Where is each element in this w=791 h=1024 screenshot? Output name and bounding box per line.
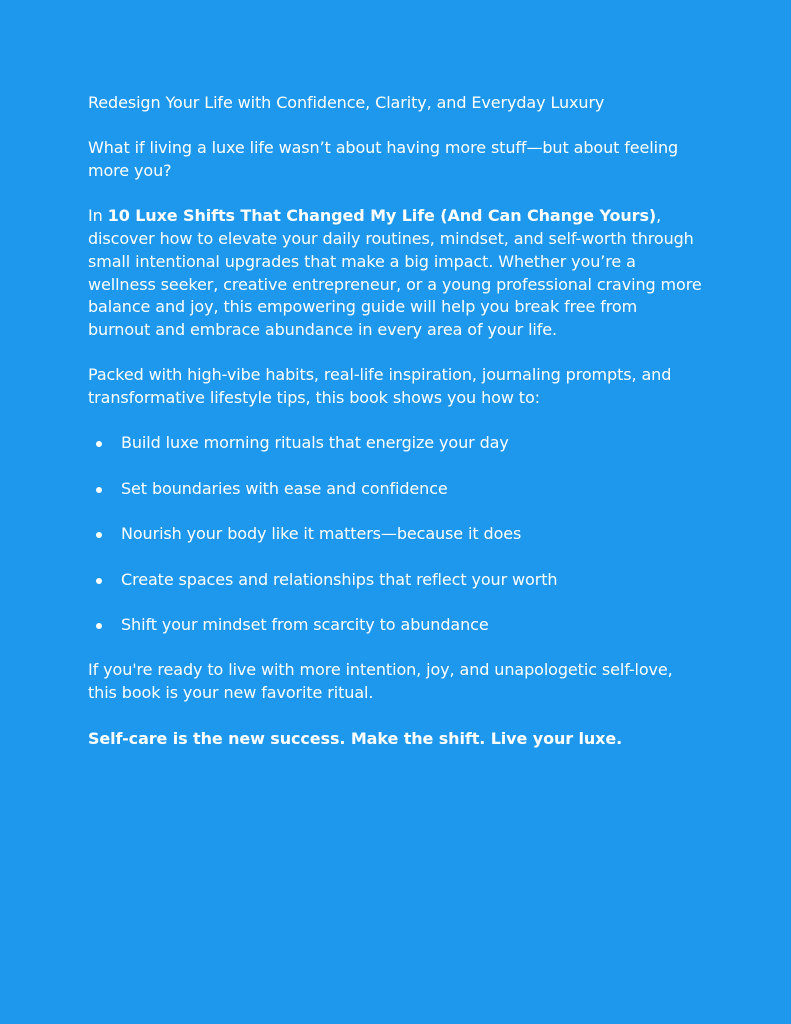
packed-paragraph: Packed with high-vibe habits, real-life inspiration, journaling prompts, and transformative lifestyle tips, this book shows you how to:	[88, 365, 672, 408]
bullet-dot-icon	[96, 487, 102, 493]
bullet-dot-icon	[96, 532, 102, 538]
opening-question: What if living a luxe life wasn’t about having more stuff—but about feeling more you?	[88, 138, 679, 181]
ready-paragraph: If you're ready to live with more intention, joy, and unapologetic self-love, this book is your new favorite ritual.	[88, 660, 673, 703]
list-item-text: Nourish your body like it matters—because it does	[121, 524, 522, 544]
intro-paragraph	[88, 205, 702, 341]
list-item	[88, 478, 702, 501]
list-item	[88, 432, 702, 455]
intro-prefix: In	[88, 206, 108, 226]
intro-rest: , discover how to elevate your daily routines, mindset, and self-worth through small intentional upgrades that make a big impact. Whether you’re a wellness seeker, creative entrepreneur, or a young professional craving more balance and joy, this empowering guide will help you break free from burnout and embrace abundance in every area of your life.	[88, 206, 702, 339]
list-item-text: Set boundaries with ease and confidence	[121, 478, 448, 498]
bullet-dot-icon	[96, 578, 102, 584]
subtitle: Redesign Your Life with Confidence, Clarity, and Everyday Luxury	[88, 93, 605, 112]
list-item	[88, 569, 702, 592]
list-item-text: Shift your mindset from scarcity to abundance	[121, 615, 489, 635]
list-item	[88, 614, 702, 637]
list-item-text: Build luxe morning rituals that energize your day	[121, 433, 509, 453]
list-item	[88, 523, 702, 546]
bullet-dot-icon	[96, 623, 102, 629]
benefits-list	[88, 432, 702, 636]
closing-tagline: Self-care is the new success. Make the shift. Live your luxe.	[88, 728, 623, 748]
book-description	[88, 92, 702, 773]
book-title: 10 Luxe Shifts That Changed My Life (And Can Change Yours)	[107, 206, 657, 226]
list-item-text: Create spaces and relationships that reflect your worth	[121, 569, 558, 589]
bullet-dot-icon	[96, 441, 102, 447]
